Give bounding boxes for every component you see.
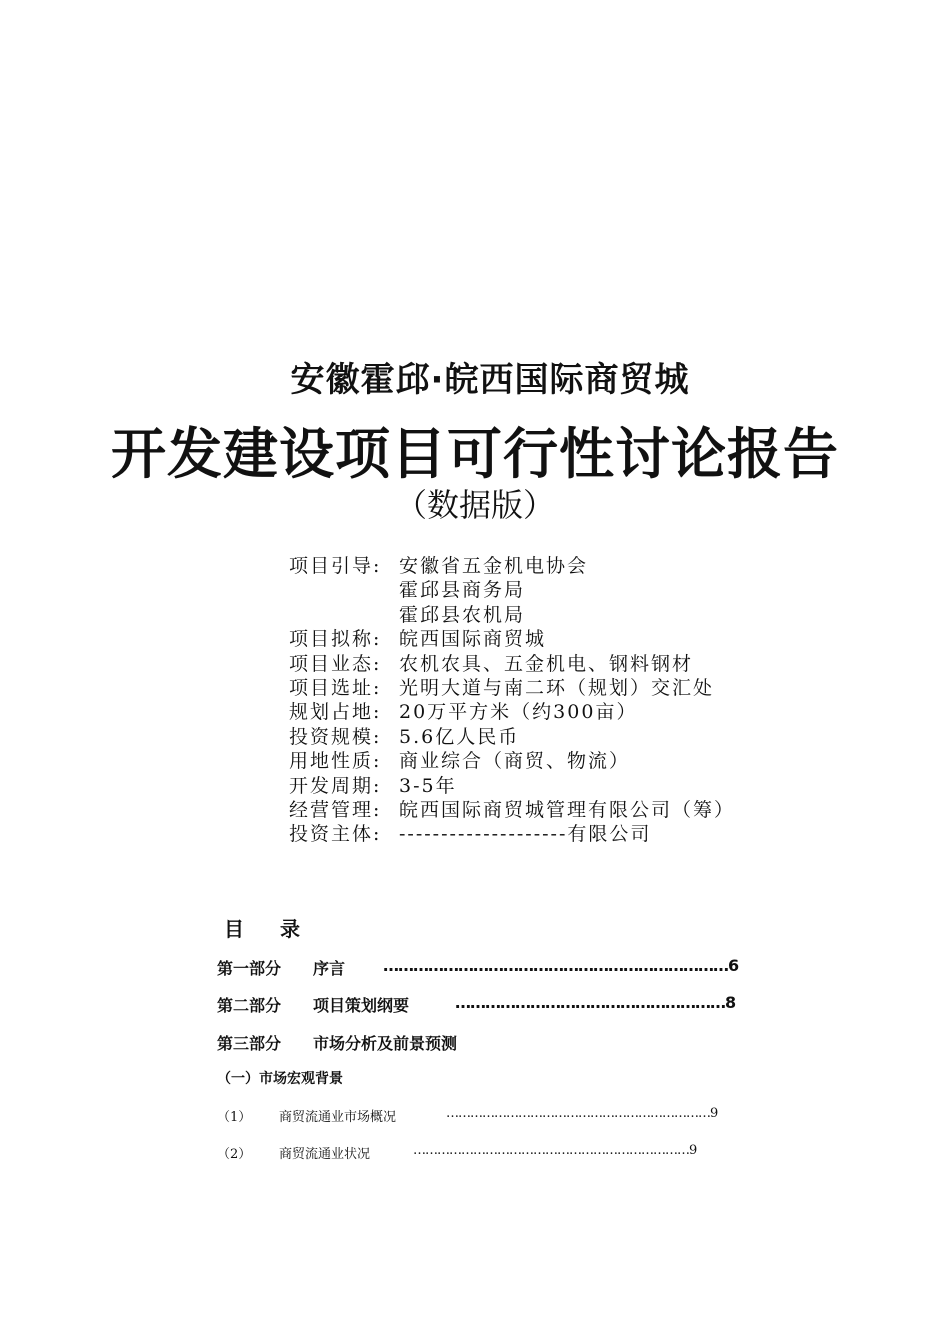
toc-item-title: 商贸流通业状况 [279, 1147, 371, 1162]
info-value: 皖西国际商贸城 [399, 628, 547, 651]
toc-part-title: 市场分析及前景预测 [313, 1034, 458, 1053]
info-value: 霍邱县农机局 [399, 603, 526, 626]
info-label: 用地性质: [289, 750, 382, 773]
info-row-format [289, 652, 909, 676]
info-label: 项目引导: [289, 555, 382, 577]
toc-entry-item2[interactable] [217, 1143, 697, 1162]
info-value: 光明大道与南二环（规划）交汇处 [399, 677, 715, 700]
toc-entry-item1[interactable] [217, 1106, 718, 1125]
info-value: 商业综合（商贸、物流） [399, 750, 631, 773]
toc-part-title: 项目策划纲要 [313, 996, 410, 1015]
toc-leader: ……………………………………………………………9 [413, 1143, 697, 1158]
info-label: 项目业态: [289, 652, 382, 675]
toc-leader: ………………………………………………8 [455, 993, 736, 1012]
toc-entry-part1[interactable] [217, 956, 739, 979]
toc-leader: ……………………………………………………………6 [383, 956, 739, 975]
info-label: 开发周期: [289, 774, 382, 797]
info-value: 5.6亿人民币 [399, 725, 520, 748]
info-row-investment [289, 725, 909, 749]
toc-part-number: 第三部分 [217, 1034, 282, 1053]
project-info [289, 554, 909, 847]
toc-entry-part3[interactable] [217, 1031, 457, 1054]
toc-item-number: （1） [217, 1110, 252, 1125]
toc-entry-part2[interactable] [217, 993, 736, 1016]
info-row-site [289, 676, 909, 700]
cover-title-line2: 开发建设项目可行性讨论报告 [110, 422, 839, 486]
info-label: 项目拟称: [289, 628, 382, 651]
info-value: 农机农具、五金机电、钢料钢材 [399, 652, 694, 675]
info-value: 3-5年 [399, 774, 457, 797]
info-row-management [289, 798, 909, 822]
toc-heading-char: 目 [224, 917, 244, 941]
info-row-guidance [289, 554, 909, 627]
toc-section-heading[interactable]: （一）市场宏观背景 [217, 1071, 343, 1087]
toc-part-number: 第二部分 [217, 996, 282, 1015]
info-row-name [289, 627, 909, 651]
info-label: 项目选址: [289, 677, 382, 700]
cover-title-line1: 安徽霍邱·皖西国际商贸城 [290, 360, 690, 400]
toc-heading [224, 913, 300, 942]
info-label: 投资主体: [289, 823, 382, 846]
info-value: 安徽省五金机电协会 [399, 555, 589, 577]
info-value: 霍邱县商务局 [399, 579, 526, 602]
info-label: 经营管理: [289, 799, 382, 822]
toc-item-number: （2） [217, 1147, 252, 1162]
info-label: 投资规模: [289, 725, 382, 748]
info-value: --------------------有限公司 [399, 823, 652, 846]
toc-leader: …………………………………………………………9 [446, 1106, 718, 1121]
info-value: 皖西国际商贸城管理有限公司（筹） [399, 799, 736, 822]
info-row-land-use [289, 749, 909, 773]
cover-edition: （数据版） [394, 486, 555, 524]
info-row-investor [289, 822, 909, 846]
info-label: 规划占地: [289, 701, 382, 724]
info-row-area [289, 700, 909, 724]
info-values [399, 554, 588, 627]
info-value: 20万平方米（约300亩） [399, 701, 638, 724]
toc-heading-char: 录 [280, 917, 300, 941]
toc-part-title: 序言 [313, 959, 346, 978]
toc-item-title: 商贸流通业市场概况 [279, 1110, 397, 1125]
toc-part-number: 第一部分 [217, 959, 282, 978]
info-row-period [289, 774, 909, 798]
